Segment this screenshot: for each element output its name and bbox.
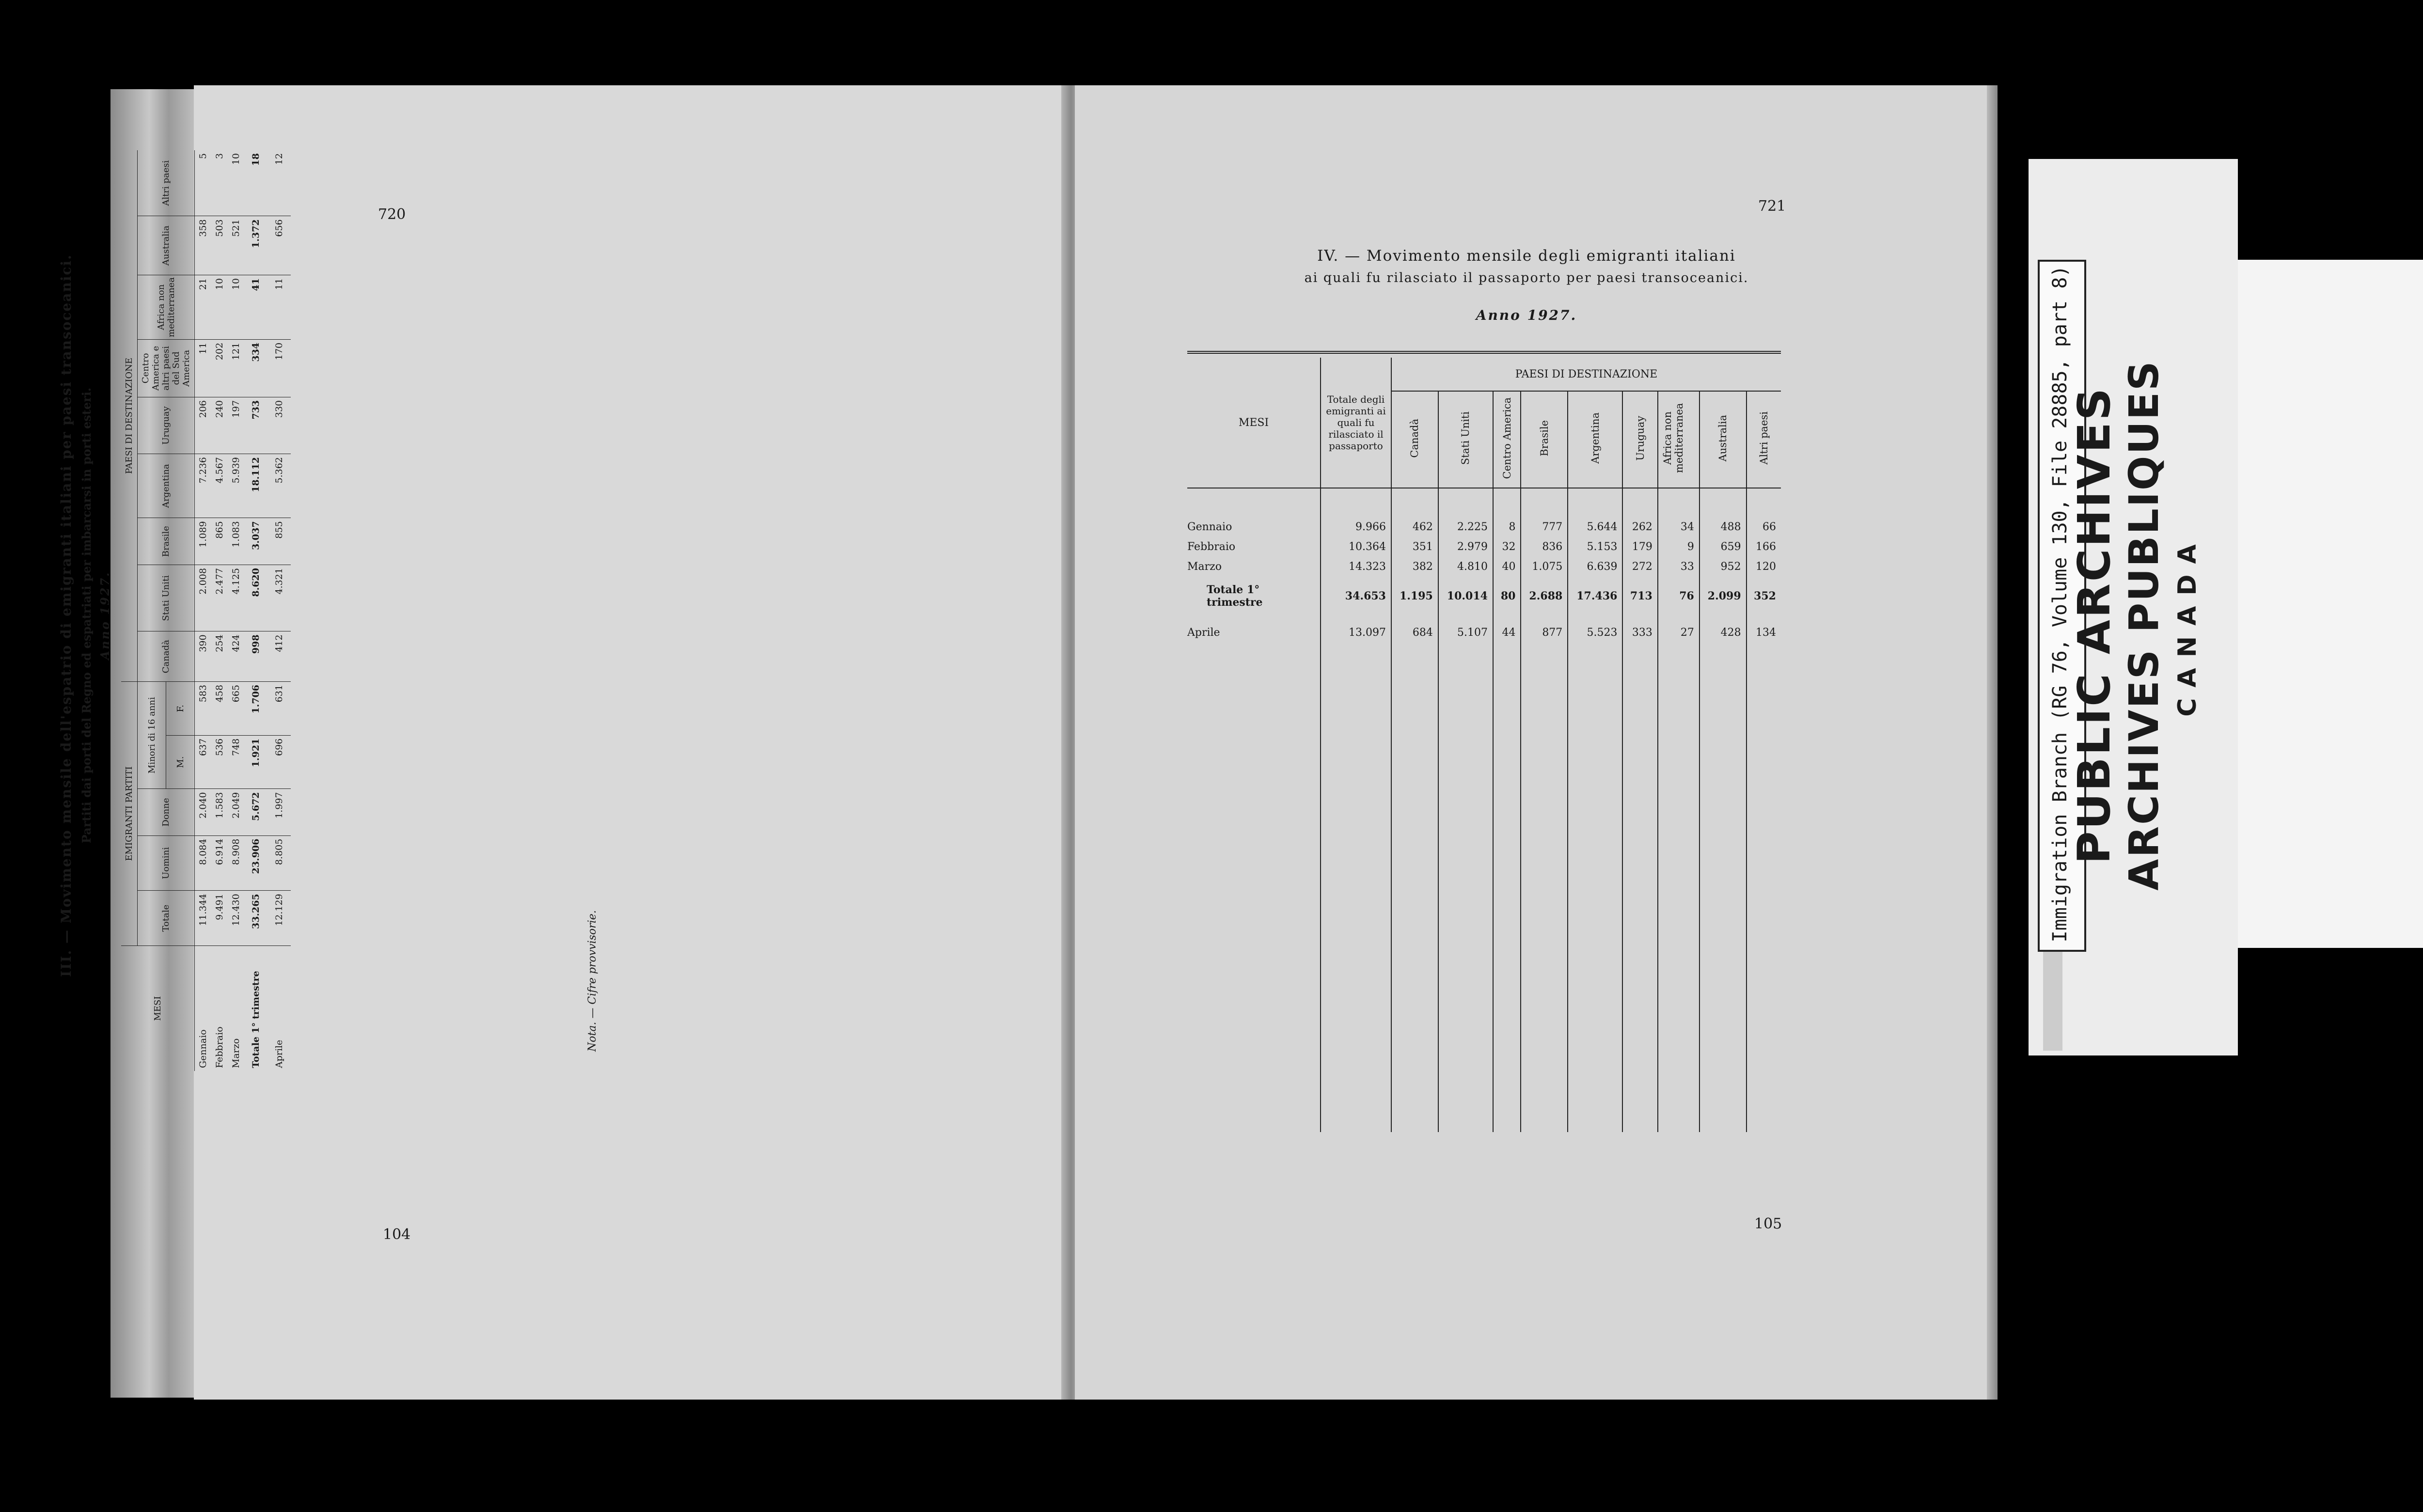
- cell-altri: 134: [1746, 615, 1781, 649]
- cell-australia: 428: [1699, 615, 1746, 649]
- col-australia: [1699, 391, 1746, 488]
- cell-donne: 5.672: [244, 789, 267, 835]
- left-data-table: [121, 150, 291, 1071]
- col-argentina: Argentina: [138, 454, 195, 518]
- cell-australia: 952: [1699, 557, 1746, 577]
- cell-donne: 1.997: [267, 789, 291, 835]
- cell-m: 637: [195, 735, 212, 789]
- row-label: Gennaio: [198, 1029, 208, 1068]
- cell-africa: 11: [267, 275, 291, 340]
- cell-totale: 34.653: [1321, 577, 1391, 615]
- right-page-number-bottom: 105: [1754, 1215, 1782, 1232]
- col-africa: Africa non mediterranea: [138, 275, 195, 340]
- col-minori-m: M.: [166, 735, 195, 789]
- row-label: Aprile: [1187, 626, 1220, 639]
- cell-argentina: 7.236: [195, 454, 212, 518]
- col-canada: Canadà: [138, 631, 195, 682]
- cell-f: 631: [267, 681, 291, 735]
- cell-uruguay: 206: [195, 397, 212, 454]
- cell-uruguay: 262: [1622, 517, 1657, 537]
- cell-australia: 2.099: [1699, 577, 1746, 615]
- cell-africa: 10: [211, 275, 228, 340]
- right-page-number-top: 721: [1758, 198, 1786, 215]
- col-mesi: MESI: [121, 946, 195, 1071]
- cell-altri: 166: [1746, 537, 1781, 557]
- cell-centro-america: 40: [1493, 557, 1521, 577]
- cell-centro-america: 32: [1493, 537, 1521, 557]
- table-empty-tail: [1187, 649, 1781, 1132]
- cell-brasile: 855: [267, 518, 291, 565]
- cell-uruguay: 179: [1622, 537, 1657, 557]
- col-stati-uniti-label: Stati Uniti: [1460, 411, 1472, 465]
- cell-centro-america: 202: [211, 339, 228, 397]
- col-group-paesi: PAESI DI DESTINAZIONE: [1391, 358, 1781, 391]
- row-label: Marzo: [1187, 561, 1222, 573]
- cell-totale: 9.491: [211, 891, 228, 946]
- col-altri: [1746, 391, 1781, 488]
- cell-brasile: 865: [211, 518, 228, 565]
- col-canada: [1391, 391, 1438, 488]
- cell-f: 1.706: [244, 681, 267, 735]
- col-mesi: MESI: [1187, 358, 1321, 488]
- left-page-number-top: 720: [378, 206, 406, 223]
- cell-canada: 462: [1391, 517, 1438, 537]
- cell-altri: 66: [1746, 517, 1781, 537]
- cell-stati-uniti: 5.107: [1438, 615, 1493, 649]
- cell-australia: 521: [228, 216, 244, 275]
- right-table-year: Anno 1927.: [1476, 307, 1577, 323]
- cell-australia: 488: [1699, 517, 1746, 537]
- cell-altri: 10: [228, 150, 244, 216]
- right-page-edge: [1987, 85, 1998, 1400]
- archive-stamp-text: [2069, 359, 2207, 892]
- row-label: Gennaio: [1187, 521, 1232, 533]
- col-uruguay-label: Uruguay: [1634, 415, 1646, 461]
- cell-brasile: 836: [1521, 537, 1568, 557]
- cell-africa: 9: [1658, 537, 1699, 557]
- table-top-rule: [1187, 351, 1781, 354]
- cell-centro-america: 121: [228, 339, 244, 397]
- cell-stati-uniti: 8.620: [244, 565, 267, 631]
- cell-brasile: 3.037: [244, 518, 267, 565]
- cell-uruguay: 733: [244, 397, 267, 454]
- cell-altri: 3: [211, 150, 228, 216]
- cell-uruguay: 330: [267, 397, 291, 454]
- col-minori: Minori di 16 anni: [138, 681, 166, 789]
- cell-canada: 382: [1391, 557, 1438, 577]
- cell-argentina: 5.523: [1568, 615, 1622, 649]
- col-altri: Altri paesi: [138, 150, 195, 216]
- cell-totale: 12.129: [267, 891, 291, 946]
- cell-uruguay: 713: [1622, 577, 1657, 615]
- cell-brasile: 1.075: [1521, 557, 1568, 577]
- cell-totale: 9.966: [1321, 517, 1391, 537]
- cell-africa: 41: [244, 275, 267, 340]
- col-totale: Totale: [138, 891, 195, 946]
- cell-brasile: 1.089: [195, 518, 212, 565]
- col-minori-f: F.: [166, 681, 195, 735]
- row-label: Marzo: [231, 1038, 241, 1068]
- col-brasile: [1521, 391, 1568, 488]
- stamp-line-2: ARCHIVES PUBLIQUES: [2120, 360, 2168, 891]
- col-totale: Totale degli emigranti ai quali fu rilasciato il passaporto: [1321, 358, 1391, 488]
- table-row: [1187, 537, 1781, 557]
- col-stati-uniti: [1438, 391, 1493, 488]
- cell-argentina: 18.112: [244, 454, 267, 518]
- left-rotated-table-block: [58, 141, 640, 1090]
- cell-australia: 1.372: [244, 216, 267, 275]
- cell-altri: 12: [267, 150, 291, 216]
- cell-m: 1.921: [244, 735, 267, 789]
- cell-centro-america: 334: [244, 339, 267, 397]
- col-centro-america-label: Centro America: [1501, 397, 1513, 479]
- cell-altri: 352: [1746, 577, 1781, 615]
- cell-stati-uniti: 2.008: [195, 565, 212, 631]
- col-australia: Australia: [138, 216, 195, 275]
- col-stati-uniti: Stati Uniti: [138, 565, 195, 631]
- table-row: [1187, 557, 1781, 577]
- row-label: Febbraio: [1187, 541, 1236, 553]
- table-row: [244, 150, 267, 1071]
- cell-uruguay: 272: [1622, 557, 1657, 577]
- cell-m: 536: [211, 735, 228, 789]
- col-donne: Donne: [138, 789, 195, 835]
- left-page-number-bottom: 104: [383, 1226, 411, 1243]
- table-row: [1187, 517, 1781, 537]
- cell-stati-uniti: 2.225: [1438, 517, 1493, 537]
- archive-card-back: [2229, 260, 2423, 948]
- cell-f: 583: [195, 681, 212, 735]
- col-centro-america: [1493, 391, 1521, 488]
- cell-australia: 656: [267, 216, 291, 275]
- cell-centro-america: 11: [195, 339, 212, 397]
- cell-stati-uniti: 2.477: [211, 565, 228, 631]
- cell-canada: 998: [244, 631, 267, 682]
- cell-argentina: 6.639: [1568, 557, 1622, 577]
- cell-uomini: 6.914: [211, 835, 228, 891]
- col-group-emigranti: EMIGRANTI PARTITI: [121, 681, 138, 945]
- cell-canada: 424: [228, 631, 244, 682]
- right-data-table: [1187, 358, 1781, 1132]
- cell-uruguay: 197: [228, 397, 244, 454]
- cell-brasile: 777: [1521, 517, 1568, 537]
- cell-centro-america: 80: [1493, 577, 1521, 615]
- col-argentina-label: Argentina: [1589, 412, 1601, 464]
- cell-canada: 254: [211, 631, 228, 682]
- cell-m: 748: [228, 735, 244, 789]
- cell-africa: 10: [228, 275, 244, 340]
- cell-totale: 11.344: [195, 891, 212, 946]
- cell-f: 458: [211, 681, 228, 735]
- cell-f: 665: [228, 681, 244, 735]
- cell-uomini: 8.805: [267, 835, 291, 891]
- col-uruguay: Uruguay: [138, 397, 195, 454]
- cell-totale: 14.323: [1321, 557, 1391, 577]
- cell-africa: 33: [1658, 557, 1699, 577]
- cell-australia: 503: [211, 216, 228, 275]
- cell-africa: 34: [1658, 517, 1699, 537]
- cell-argentina: 5.644: [1568, 517, 1622, 537]
- cell-argentina: 5.939: [228, 454, 244, 518]
- cell-donne: 1.583: [211, 789, 228, 835]
- col-centro-america: Centro America e altri paesi del Sud America: [138, 339, 195, 397]
- cell-africa: 27: [1658, 615, 1699, 649]
- cell-m: 696: [267, 735, 291, 789]
- cell-stati-uniti: 4.810: [1438, 557, 1493, 577]
- cell-australia: 358: [195, 216, 212, 275]
- cell-centro-america: 170: [267, 339, 291, 397]
- cell-stati-uniti: 10.014: [1438, 577, 1493, 615]
- cell-argentina: 4.567: [211, 454, 228, 518]
- row-label: Totale 1° trimestre: [1207, 583, 1263, 609]
- cell-argentina: 5.153: [1568, 537, 1622, 557]
- left-table-title: III. — Movimento mensile dell'espatrio di emigranti italiani per paesi transoceanici.: [58, 254, 74, 977]
- col-brasile-label: Brasile: [1538, 420, 1550, 457]
- row-label: Febbraio: [214, 1026, 225, 1068]
- table-row: [1187, 615, 1781, 649]
- row-label: Aprile: [274, 1040, 284, 1068]
- archive-stamp: [2069, 359, 2229, 892]
- archive-reference-text: Immigration Branch (RG 76, Volume 130, File 28885, part 8): [2049, 265, 2071, 943]
- col-altri-label: Altri paesi: [1758, 411, 1770, 465]
- col-brasile: Brasile: [138, 518, 195, 565]
- col-uomini: Uomini: [138, 835, 195, 891]
- cell-altri: 18: [244, 150, 267, 216]
- cell-argentina: 17.436: [1568, 577, 1622, 615]
- cell-uomini: 23.906: [244, 835, 267, 891]
- left-table-note: Nota. — Cifre provvisorie.: [586, 910, 598, 1052]
- col-australia-label: Australia: [1717, 414, 1729, 462]
- cell-canada: 412: [267, 631, 291, 682]
- left-table-subtitle: Partiti dai porti del Regno ed espatriati per imbarcarsi in porti esteri.: [79, 387, 94, 844]
- cell-canada: 351: [1391, 537, 1438, 557]
- right-table-title: IV. — Movimento mensile degli emigranti italiani: [1317, 247, 1736, 265]
- cell-stati-uniti: 2.979: [1438, 537, 1493, 557]
- col-africa: [1658, 391, 1699, 488]
- cell-uomini: 8.084: [195, 835, 212, 891]
- left-table-year: Anno 1927.: [98, 571, 112, 660]
- col-argentina: [1568, 391, 1622, 488]
- col-africa-label: Africa non mediterranea: [1661, 403, 1685, 473]
- cell-canada: 390: [195, 631, 212, 682]
- cell-totale: 12.430: [228, 891, 244, 946]
- cell-donne: 2.040: [195, 789, 212, 835]
- cell-altri: 5: [195, 150, 212, 216]
- cell-totale: 10.364: [1321, 537, 1391, 557]
- cell-altri: 120: [1746, 557, 1781, 577]
- cell-argentina: 5.362: [267, 454, 291, 518]
- col-uruguay: [1622, 391, 1657, 488]
- cell-canada: 684: [1391, 615, 1438, 649]
- cell-africa: 76: [1658, 577, 1699, 615]
- cell-totale: 13.097: [1321, 615, 1391, 649]
- cell-canada: 1.195: [1391, 577, 1438, 615]
- cell-australia: 659: [1699, 537, 1746, 557]
- cell-donne: 2.049: [228, 789, 244, 835]
- col-canada-label: Canadà: [1409, 418, 1421, 458]
- col-group-paesi: PAESI DI DESTINAZIONE: [121, 150, 138, 681]
- table-spacer-row: [1187, 488, 1781, 517]
- cell-stati-uniti: 4.125: [228, 565, 244, 631]
- table-row: [211, 150, 228, 1071]
- cell-africa: 21: [195, 275, 212, 340]
- cell-brasile: 2.688: [1521, 577, 1568, 615]
- table-row: [195, 150, 212, 1071]
- cell-brasile: 1.083: [228, 518, 244, 565]
- table-row: [228, 150, 244, 1071]
- row-label: Totale 1° trimestre: [251, 971, 261, 1068]
- table-row: [267, 150, 291, 1071]
- cell-brasile: 877: [1521, 615, 1568, 649]
- cell-uomini: 8.908: [228, 835, 244, 891]
- right-table-subtitle: ai quali fu rilasciato il passaporto per paesi transoceanici.: [1304, 270, 1749, 285]
- cell-centro-america: 8: [1493, 517, 1521, 537]
- stamp-line-3: CANADA: [2173, 534, 2202, 717]
- cell-uruguay: 240: [211, 397, 228, 454]
- cell-uruguay: 333: [1622, 615, 1657, 649]
- table-row: [1187, 577, 1781, 615]
- cell-centro-america: 44: [1493, 615, 1521, 649]
- stamp-line-1: PUBLIC ARCHIVES: [2068, 386, 2120, 864]
- cell-stati-uniti: 4.321: [267, 565, 291, 631]
- cell-totale: 33.265: [244, 891, 267, 946]
